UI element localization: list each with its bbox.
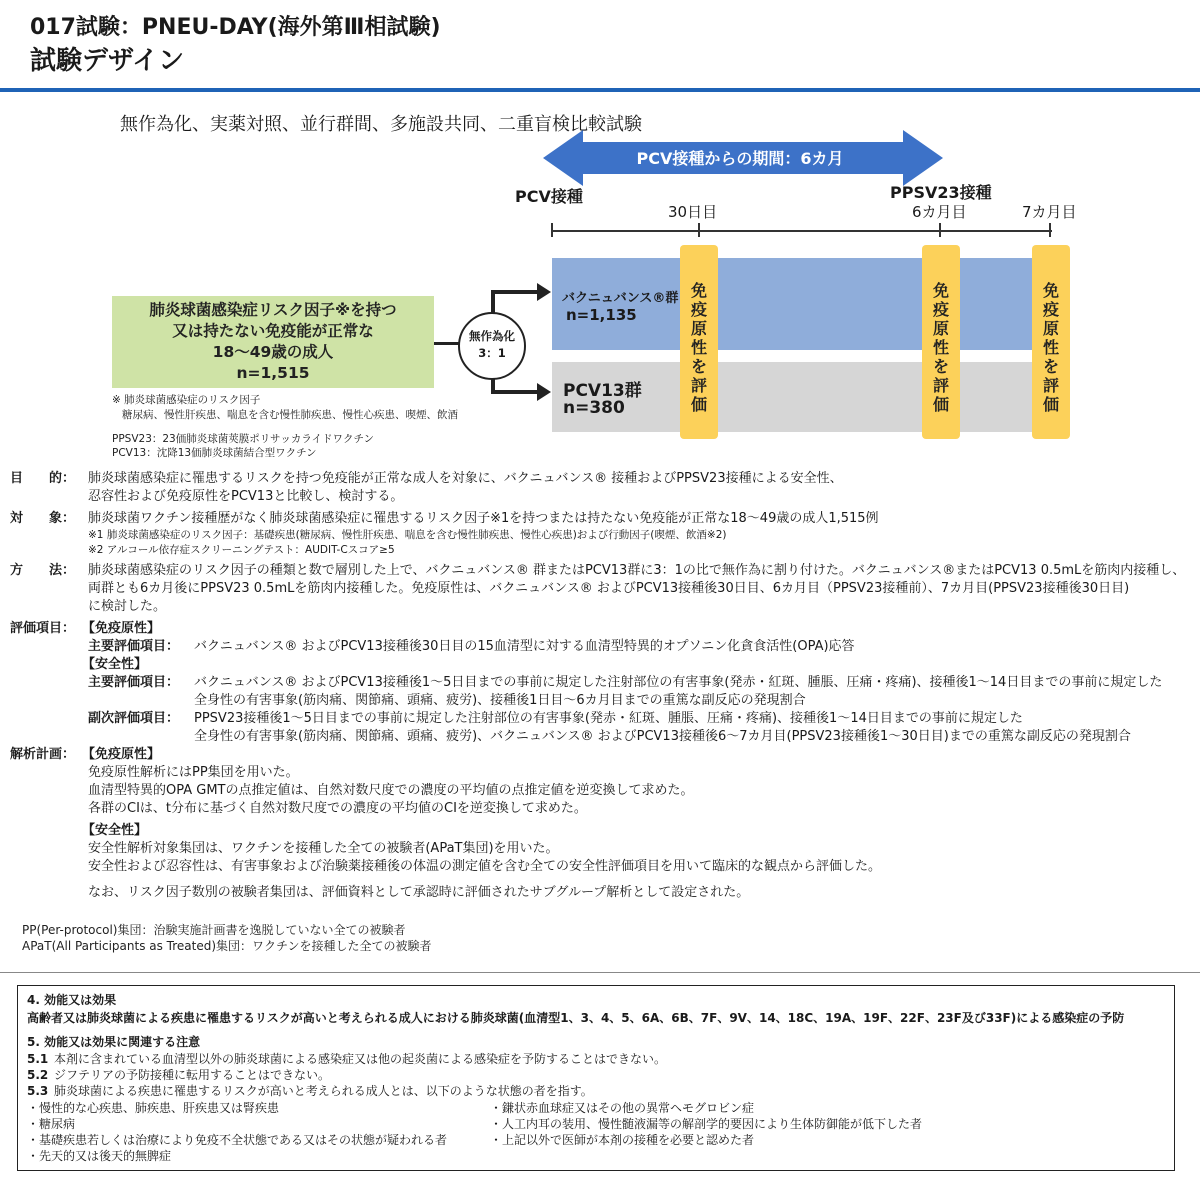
precaution-num: 5.2 bbox=[27, 1068, 49, 1082]
eval-primary-label: 主要評価項目： bbox=[88, 639, 180, 654]
risk-note-title: ※ 肺炎球菌感染症のリスク因子 bbox=[112, 394, 261, 406]
page-title: 試験デザイン bbox=[30, 46, 185, 76]
timeline-tick bbox=[551, 223, 553, 237]
method-text: 両群とも6カ月後にPPSV23 0.5mLを筋肉内接種した。免疫原性は、バクニュバンス® およびPCV13接種後30日目、6カ月目（PPSV23接種前）、7カ月目(PPSV23接種後30日目) bbox=[88, 581, 1130, 596]
precaution-text: 肺炎球菌による疾患に罹患するリスクが高いと考えられる成人とは、以下のような状態の者を指す。 bbox=[54, 1084, 593, 1098]
group1-n: n=1,135 bbox=[566, 306, 637, 324]
eval-safety-secondary-text: 全身性の有害事象(筋肉痛、関節痛、頭痛、疲労)、バクニュバンス® およびPCV13接種後6〜7カ月目(PPSV23接種後1〜30日目)までの重篤な副反応の発現割合 bbox=[194, 729, 1131, 744]
footnote-pp: PP(Per-protocol)集団：治験実施計画書を逸脱していない全ての被験者 bbox=[22, 923, 406, 937]
precaution-text: ジフテリアの予防接種に転用することはできない。 bbox=[54, 1068, 331, 1082]
eval-safety-heading: 【安全性】 bbox=[82, 657, 148, 672]
eval-safety-primary-label: 主要評価項目： bbox=[88, 675, 180, 690]
condition-item: ・人工内耳の装用、慢性髄液漏等の解剖学的要因により生体防御能が低下した者 bbox=[490, 1117, 923, 1131]
timeline-tick bbox=[939, 223, 941, 237]
section-divider bbox=[0, 972, 1200, 973]
analysis-text: なお、リスク因子数別の被験者集団は、評価資料として承認時に評価されたサブグループ解析として設定された。 bbox=[88, 885, 750, 900]
analysis-immuno-heading: 【免疫原性】 bbox=[82, 747, 161, 762]
eval-label: 評価項目： bbox=[10, 621, 76, 636]
abbr-pcv13: PCV13：沈降13価肺炎球菌結合型ワクチン bbox=[112, 447, 317, 459]
footnote-apat: APaT(All Participants as Treated)集団：ワクチンを接種した全ての被験者 bbox=[22, 939, 432, 953]
risk-note-list: 糖尿病、慢性肝疾患、喘息を含む慢性肺疾患、慢性心疾患、喫煙、飲酒 bbox=[122, 409, 458, 421]
analysis-text: 各群のCIは、t分布に基づく自然対数尺度での濃度の平均値のCIを逆変換して求めた。 bbox=[88, 801, 587, 816]
target-text: 肺炎球菌ワクチン接種歴がなく肺炎球菌感染症に罹患するリスク因子※1を持つまたは持たない免疫能が正常な18〜49歳の成人1,515例 bbox=[88, 511, 879, 526]
population-line: 又は持たない免疫能が正常な bbox=[172, 322, 374, 340]
precaution-num: 5.3 bbox=[27, 1084, 49, 1098]
timeline-tick bbox=[1049, 223, 1051, 237]
population-n: n=1,515 bbox=[236, 364, 310, 382]
condition-item: ・糖尿病 bbox=[27, 1117, 76, 1131]
purpose-text: 忍容性および免疫原性をPCV13と比較し、検討する。 bbox=[88, 489, 404, 504]
eval-bar-month7: 免疫原性を評価 bbox=[1032, 245, 1070, 439]
method-text: 肺炎球菌感染症のリスク因子の種類と数で層別した上で、バクニュバンス® 群またはPCV13群に3：1の比で無作為に割り付けた。バクニュバンス®またはPCV13 0.5mLを筋肉内接種し、 bbox=[88, 563, 1186, 578]
analysis-text: 安全性解析対象集団は、ワクチンを接種した全ての被験者(APaT集団)を用いた。 bbox=[88, 841, 559, 856]
period-arrow-label: PCV接種からの期間：6カ月 bbox=[636, 149, 844, 168]
eval-bar-day30: 免疫原性を評価 bbox=[680, 245, 718, 439]
target-note: ※2 アルコール依存症スクリーニングテスト：AUDIT-Cスコア≥5 bbox=[88, 544, 395, 556]
analysis-text: 血清型特異的OPA GMTの点推定値は、自然対数尺度での濃度の平均値の点推定値を逆変換して求めた。 bbox=[88, 783, 694, 798]
header-divider bbox=[0, 88, 1200, 92]
month7-label: 7カ月目 bbox=[1022, 203, 1077, 221]
timeline-tick bbox=[698, 223, 700, 237]
analysis-label: 解析計画： bbox=[10, 747, 76, 762]
precaution-text: 本剤に含まれている血清型以外の肺炎球菌による感染症又は他の起炎菌による感染症を予防することはできない。 bbox=[54, 1052, 667, 1066]
method-label: 方 法： bbox=[10, 563, 76, 578]
indication-text: 高齢者又は肺炎球菌による疾患に罹患するリスクが高いと考えられる成人における肺炎球菌(血清型1、3、4、5、6A、6B、7F、9V、14、18C、19A、19F、22F、23F及び33F)による感染症の予防 bbox=[27, 1011, 1125, 1025]
condition-item: ・鎌状赤血球症又はその他の異常ヘモグロビン症 bbox=[490, 1101, 755, 1115]
analysis-text: 免疫原性解析にはPP集団を用いた。 bbox=[88, 765, 299, 780]
target-note: ※1 肺炎球菌感染症のリスク因子：基礎疾患(糖尿病、慢性肝疾患、喘息を含む慢性肺疾患、慢性心疾患)および行動因子(喫煙、飲酒※2) bbox=[88, 529, 727, 541]
day30-label: 30日目 bbox=[668, 203, 718, 221]
page-subtitle: 017試験：PNEU-DAY(海外第Ⅲ相試験) bbox=[30, 15, 441, 40]
precaution-num: 5.1 bbox=[27, 1052, 49, 1066]
population-line: 肺炎球菌感染症リスク因子※を持つ bbox=[149, 301, 397, 319]
timeline-axis bbox=[552, 230, 1052, 232]
eval-safety-secondary-text: PPSV23接種後1〜5日目までの事前に規定した注射部位の有害事象(発赤・紅斑、腫脹、圧痛・疼痛)、接種後1〜14日目までの事前に規定した bbox=[194, 711, 1023, 726]
group2-name: PCV13群 bbox=[563, 381, 642, 401]
eval-safety-primary-text: バクニュバンス® およびPCV13接種後1〜5日目までの事前に規定した注射部位の有害事象(発赤・紅斑、腫脹、圧痛・疼痛)、接種後1〜14日目までの事前に規定した bbox=[194, 675, 1163, 690]
randomization-label: 無作為化 bbox=[469, 329, 515, 343]
condition-item: ・慢性的な心疾患、肺疾患、肝疾患又は腎疾患 bbox=[27, 1101, 280, 1115]
population-box bbox=[112, 296, 434, 388]
purpose-text: 肺炎球菌感染症に罹患するリスクを持つ免疫能が正常な成人を対象に、バクニュバンス® 接種およびPPSV23接種による安全性、 bbox=[88, 471, 843, 486]
target-label: 対 象： bbox=[10, 511, 76, 526]
analysis-text: 安全性および忍容性は、有害事象および治験薬接種後の体温の測定値を含む全ての安全性評価項目を用いて臨床的な観点から評価した。 bbox=[88, 859, 882, 874]
population-line: 18〜49歳の成人 bbox=[212, 343, 334, 361]
condition-item: ・上記以外で医師が本剤の接種を必要と認めた者 bbox=[490, 1133, 755, 1147]
eval-primary-text: バクニュバンス® およびPCV13接種後30日目の15血清型に対する血清型特異的オプソニン化貪食活性(OPA)応答 bbox=[194, 639, 855, 654]
eval-immuno-heading: 【免疫原性】 bbox=[82, 621, 161, 636]
group1-name: バクニュバンス®群 bbox=[562, 291, 679, 306]
group2-n: n=380 bbox=[563, 398, 625, 418]
purpose-label: 目 的： bbox=[10, 471, 76, 486]
abbr-ppsv23: PPSV23：23価肺炎球菌莢膜ポリサッカライドワクチン bbox=[112, 433, 374, 445]
design-type: 無作為化、実薬対照、並行群間、多施設共同、二重盲検比較試験 bbox=[120, 114, 642, 135]
precaution-heading: 5. 効能又は効果に関連する注意 bbox=[27, 1035, 201, 1049]
month6-label: 6カ月目 bbox=[912, 203, 967, 221]
randomization-circle bbox=[458, 312, 526, 380]
eval-bar-month6: 免疫原性を評価 bbox=[922, 245, 960, 439]
indication-heading: 4. 効能又は効果 bbox=[27, 993, 117, 1007]
condition-item: ・先天的又は後天的無脾症 bbox=[27, 1149, 172, 1163]
eval-safety-secondary-label: 副次評価項目： bbox=[88, 711, 180, 726]
randomization-ratio: 3：1 bbox=[478, 346, 506, 360]
ppsv-dose-label: PPSV23接種 bbox=[890, 183, 992, 202]
condition-item: ・基礎疾患若しくは治療により免疫不全状態である又はその状態が疑われる者 bbox=[27, 1133, 448, 1147]
eval-safety-primary-text: 全身性の有害事象(筋肉痛、関節痛、頭痛、疲労)、接種後1日目〜6カ月目までの重篤な副反応の発現割合 bbox=[194, 693, 806, 708]
method-text: に検討した。 bbox=[88, 599, 167, 614]
analysis-safety-heading: 【安全性】 bbox=[82, 823, 148, 838]
connector-line bbox=[434, 342, 460, 345]
pcv-dose-label: PCV接種 bbox=[515, 187, 583, 206]
